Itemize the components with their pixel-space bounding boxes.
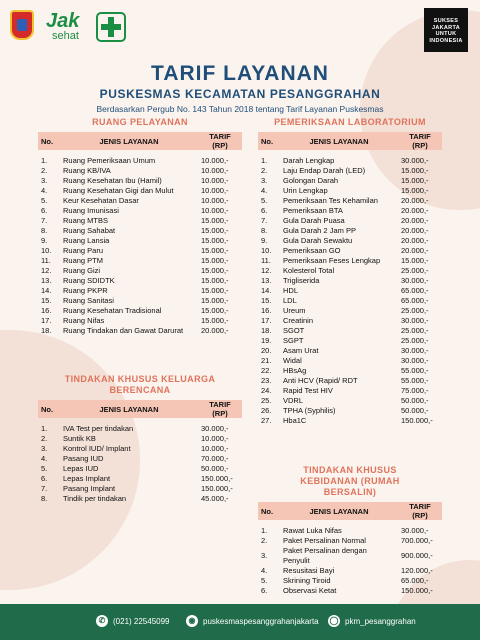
table-row bbox=[38, 196, 242, 206]
section-title: RUANG PELAYANAN bbox=[92, 117, 188, 127]
cell-no: 7. bbox=[41, 484, 48, 493]
table-row bbox=[38, 216, 242, 226]
table-row bbox=[38, 206, 242, 216]
table-row bbox=[258, 286, 442, 296]
cell-name: HDL bbox=[283, 286, 299, 295]
table-row bbox=[38, 484, 242, 494]
cell-no: 16. bbox=[261, 306, 272, 315]
cell-name: Urin Lengkap bbox=[283, 186, 328, 195]
col-name: JENIS LAYANAN bbox=[60, 132, 198, 150]
cell-name: Kontrol IUD/ Implant bbox=[63, 444, 131, 453]
cell-price: 10.000,- bbox=[201, 186, 229, 195]
cell-no: 4. bbox=[41, 186, 48, 195]
table-row bbox=[38, 316, 242, 326]
cell-price: 50.000,- bbox=[401, 406, 429, 415]
cell-price: 15.000,- bbox=[401, 176, 429, 185]
cell-name: VDRL bbox=[283, 396, 304, 405]
cell-no: 2. bbox=[261, 166, 268, 175]
col-no: No. bbox=[258, 502, 280, 520]
cell-price: 10.000,- bbox=[201, 206, 229, 215]
cell-no: 6. bbox=[261, 586, 268, 595]
table-header-row bbox=[38, 132, 242, 150]
cell-no: 3. bbox=[41, 176, 48, 185]
cell-price: 120.000,- bbox=[401, 566, 433, 575]
cell-no: 2. bbox=[41, 166, 48, 175]
table-row bbox=[38, 444, 242, 454]
cell-price: 150.000,- bbox=[401, 586, 433, 595]
section-kebidanan bbox=[258, 465, 442, 596]
cell-price: 15.000,- bbox=[401, 256, 429, 265]
cell-price: 55.000,- bbox=[401, 366, 429, 375]
phone-icon: ✆ bbox=[96, 615, 108, 627]
cell-no: 8. bbox=[41, 226, 48, 235]
jaksehat-logo-sub: sehat bbox=[52, 30, 79, 42]
table-row bbox=[258, 236, 442, 246]
cell-name: Pemeriksaan Tes Kehamilan bbox=[283, 196, 378, 205]
cell-price: 15.000,- bbox=[201, 236, 229, 245]
table-row bbox=[258, 176, 442, 186]
cell-price: 30.000,- bbox=[401, 316, 429, 325]
cell-no: 3. bbox=[261, 176, 268, 185]
jaksehat-logo: Jak bbox=[46, 10, 80, 32]
table-row bbox=[258, 316, 442, 326]
cell-price: 50.000,- bbox=[401, 396, 429, 405]
cell-no: 4. bbox=[261, 186, 268, 195]
cell-no: 10. bbox=[261, 246, 272, 255]
table-row bbox=[258, 326, 442, 336]
table-row bbox=[38, 246, 242, 256]
cell-no: 17. bbox=[41, 316, 52, 325]
section-title: TINDAKAN KHUSUS KELUARGA BERENCANA bbox=[64, 374, 216, 395]
cell-price: 20.000,- bbox=[401, 236, 429, 245]
table-row bbox=[38, 418, 242, 434]
table-row bbox=[258, 150, 442, 166]
col-no: No. bbox=[258, 132, 280, 150]
cell-no: 11. bbox=[261, 256, 271, 265]
table-row bbox=[38, 434, 242, 444]
cell-no: 18. bbox=[261, 326, 272, 335]
cell-name: Gula Darah 2 Jam PP bbox=[283, 226, 356, 235]
cell-name: Ruang Pemeriksaan Umum bbox=[63, 156, 156, 165]
cell-no: 6. bbox=[41, 206, 48, 215]
table-row bbox=[38, 494, 242, 504]
table-header-row bbox=[38, 400, 242, 418]
table-row bbox=[258, 196, 442, 206]
table-row bbox=[38, 296, 242, 306]
cell-name: Kolesterol Total bbox=[283, 266, 335, 275]
cell-no: 5. bbox=[41, 196, 48, 205]
section-title: TINDAKAN KHUSUS KEBIDANAN (RUMAH BERSALIN) bbox=[300, 465, 400, 497]
cell-name: Ruang Nifas bbox=[63, 316, 105, 325]
tariff-table bbox=[258, 132, 442, 426]
cell-name: Ruang Sanitasi bbox=[63, 296, 114, 305]
cell-name: Laju Endap Darah (LED) bbox=[283, 166, 366, 175]
cell-name: Ruang KB/IVA bbox=[63, 166, 111, 175]
sukses-jakarta-logo: SUKSES JAKARTA UNTUK INDONESIA bbox=[424, 8, 468, 52]
table-row bbox=[258, 256, 442, 266]
cell-name: Asam Urat bbox=[283, 346, 319, 355]
table-row bbox=[38, 166, 242, 176]
table-row bbox=[38, 236, 242, 246]
cell-no: 9. bbox=[41, 236, 48, 245]
table-row bbox=[38, 286, 242, 296]
table-row bbox=[258, 586, 442, 596]
instagram-icon: ◯ bbox=[329, 616, 339, 625]
table-row bbox=[258, 566, 442, 576]
cell-price: 900.000,- bbox=[401, 551, 433, 560]
cell-price: 20.000,- bbox=[401, 226, 429, 235]
table-row bbox=[258, 576, 442, 586]
cell-no: 4. bbox=[261, 566, 268, 575]
cell-price: 15.000,- bbox=[201, 216, 229, 225]
cell-name: Skrining Tiroid bbox=[283, 576, 331, 585]
cell-price: 65.000,- bbox=[401, 286, 429, 295]
regulation-basis: Berdasarkan Pergub No. 143 Tahun 2018 tentang Tarif Layanan Puskesmas bbox=[96, 104, 384, 114]
page-subtitle: PUSKESMAS KECAMATAN PESANGGRAHAN bbox=[99, 87, 381, 101]
table-row bbox=[258, 346, 442, 356]
cell-no: 9. bbox=[261, 236, 268, 245]
col-price: TARIF (RP) bbox=[198, 132, 242, 150]
cell-no: 21. bbox=[261, 356, 272, 365]
table-header-row bbox=[258, 502, 442, 520]
cell-no: 15. bbox=[41, 296, 52, 305]
cell-price: 15.000,- bbox=[401, 186, 429, 195]
table-row bbox=[38, 326, 242, 336]
cell-price: 30.000,- bbox=[201, 424, 229, 433]
cell-name: Pasang IUD bbox=[63, 454, 104, 463]
table-header-row bbox=[258, 132, 442, 150]
cell-name: Ruang MTBS bbox=[63, 216, 109, 225]
cell-no: 12. bbox=[41, 266, 52, 275]
cell-price: 25.000,- bbox=[401, 336, 429, 345]
cell-name: Lepas Implant bbox=[63, 474, 111, 483]
cell-name: Pasang Implant bbox=[63, 484, 116, 493]
cell-price: 20.000,- bbox=[401, 196, 429, 205]
globe-icon: ◉ bbox=[186, 615, 198, 627]
table-row bbox=[38, 186, 242, 196]
table-row bbox=[258, 376, 442, 386]
page-title: TARIF LAYANAN bbox=[151, 62, 329, 85]
col-price: TARIF (RP) bbox=[398, 502, 442, 520]
cell-price: 15.000,- bbox=[201, 256, 229, 265]
cell-no: 15. bbox=[261, 296, 272, 305]
cell-price: 65.000,- bbox=[401, 296, 429, 305]
col-no: No. bbox=[38, 400, 60, 418]
table-row bbox=[258, 266, 442, 276]
cell-price: 10.000,- bbox=[201, 176, 229, 185]
table-row bbox=[38, 464, 242, 474]
cell-price: 30.000,- bbox=[401, 276, 429, 285]
cell-price: 10.000,- bbox=[201, 196, 229, 205]
cell-no: 6. bbox=[41, 474, 48, 483]
cell-name: Rawat Luka Nifas bbox=[283, 526, 342, 535]
cell-name: Suntik KB bbox=[63, 434, 96, 443]
footer-social[interactable] bbox=[328, 615, 416, 627]
cell-name: Widal bbox=[283, 356, 302, 365]
title-block bbox=[0, 62, 480, 114]
cell-price: 30.000,- bbox=[401, 356, 429, 365]
table-row bbox=[38, 150, 242, 166]
cell-price: 700.000,- bbox=[401, 536, 433, 545]
cell-no: 22. bbox=[261, 366, 272, 375]
cell-name: Ruang Paru bbox=[63, 246, 104, 255]
footer-phone[interactable] bbox=[96, 615, 170, 627]
table-row bbox=[258, 186, 442, 196]
cell-no: 16. bbox=[41, 306, 52, 315]
section-ruang-pelayanan bbox=[38, 117, 242, 336]
cell-no: 4. bbox=[41, 454, 48, 463]
cell-price: 30.000,- bbox=[401, 156, 429, 165]
table-row bbox=[258, 386, 442, 396]
cell-name: Ruang Kesehatan Ibu (Hamil) bbox=[63, 176, 162, 185]
table-row bbox=[258, 296, 442, 306]
cell-name: Ruang Tindakan dan Gawat Darurat bbox=[63, 326, 184, 335]
cell-name: TPHA (Syphilis) bbox=[283, 406, 336, 415]
cell-no: 24. bbox=[261, 386, 272, 395]
cell-price: 15.000,- bbox=[401, 166, 429, 175]
cell-name: Resusitasi Bayi bbox=[283, 566, 335, 575]
tariff-table bbox=[258, 502, 442, 596]
cell-price: 20.000,- bbox=[201, 326, 229, 335]
cell-no: 8. bbox=[261, 226, 268, 235]
footer-website[interactable] bbox=[186, 615, 319, 627]
cell-name: Pemeriksaan GO bbox=[283, 246, 341, 255]
cell-no: 7. bbox=[261, 216, 268, 225]
cell-no: 13. bbox=[261, 276, 272, 285]
cell-no: 3. bbox=[41, 444, 48, 453]
cell-name: IVA Test per tindakan bbox=[63, 424, 134, 433]
table-row bbox=[38, 176, 242, 186]
cell-name: Ruang Gizi bbox=[63, 266, 101, 275]
social-handle: pkm_pesanggrahan bbox=[345, 616, 416, 626]
cell-name: Creatinin bbox=[283, 316, 314, 325]
cell-price: 15.000,- bbox=[201, 296, 229, 305]
cell-price: 15.000,- bbox=[201, 246, 229, 255]
cell-no: 12. bbox=[261, 266, 272, 275]
cell-price: 20.000,- bbox=[401, 206, 429, 215]
cell-no: 23. bbox=[261, 376, 272, 385]
cell-name: LDL bbox=[283, 296, 297, 305]
cell-no: 7. bbox=[41, 216, 48, 225]
cell-no: 2. bbox=[261, 536, 268, 545]
section-laboratorium bbox=[258, 117, 442, 426]
table-row bbox=[258, 246, 442, 256]
cell-no: 5. bbox=[41, 464, 48, 473]
cell-price: 55.000,- bbox=[401, 376, 429, 385]
cell-no: 14. bbox=[41, 286, 52, 295]
cell-price: 20.000,- bbox=[401, 216, 429, 225]
table-row bbox=[38, 256, 242, 266]
section-title: PEMERIKSAAN LABORATORIUM bbox=[274, 117, 426, 127]
section-keluarga-berencana bbox=[38, 374, 242, 504]
cell-name: Gula Darah Puasa bbox=[283, 216, 345, 225]
cell-no: 1. bbox=[41, 156, 48, 165]
table-row bbox=[38, 266, 242, 276]
cell-name: SGPT bbox=[283, 336, 304, 345]
tariff-table bbox=[38, 400, 242, 504]
cell-name: Golongan Darah bbox=[283, 176, 339, 185]
table-row bbox=[38, 474, 242, 484]
cell-name: SGOT bbox=[283, 326, 305, 335]
cell-price: 50.000,- bbox=[201, 464, 229, 473]
cell-price: 10.000,- bbox=[201, 444, 229, 453]
cell-no: 1. bbox=[261, 526, 268, 535]
cell-no: 1. bbox=[261, 156, 268, 165]
cell-name: Tindik per tindakan bbox=[63, 494, 127, 503]
table-row bbox=[258, 306, 442, 316]
cell-price: 10.000,- bbox=[201, 434, 229, 443]
cell-price: 150.000,- bbox=[401, 416, 433, 425]
cell-price: 15.000,- bbox=[201, 286, 229, 295]
table-row bbox=[258, 206, 442, 216]
cell-name: Ruang Imunisasi bbox=[63, 206, 119, 215]
cell-name: Keur Kesehatan Dasar bbox=[63, 196, 139, 205]
cell-name: Paket Persalinan Normal bbox=[283, 536, 366, 545]
health-cross-icon bbox=[96, 12, 126, 42]
header-logos bbox=[0, 0, 480, 56]
cell-no: 11. bbox=[41, 256, 51, 265]
table-row bbox=[258, 336, 442, 346]
cell-price: 25.000,- bbox=[401, 326, 429, 335]
table-row bbox=[258, 216, 442, 226]
col-name: JENIS LAYANAN bbox=[280, 502, 398, 520]
table-row bbox=[258, 276, 442, 286]
cell-name: Ruang Sahabat bbox=[63, 226, 116, 235]
cell-no: 14. bbox=[261, 286, 272, 295]
table-row bbox=[38, 454, 242, 464]
table-row bbox=[258, 356, 442, 366]
cell-price: 15.000,- bbox=[201, 226, 229, 235]
cell-name: Ruang Kesehatan Tradisional bbox=[63, 306, 162, 315]
cell-no: 18. bbox=[41, 326, 52, 335]
col-price: TARIF (RP) bbox=[398, 132, 442, 150]
cell-no: 1. bbox=[41, 424, 48, 433]
cell-no: 5. bbox=[261, 196, 268, 205]
cell-price: 65.000,- bbox=[401, 576, 429, 585]
cell-name: Trigliserida bbox=[283, 276, 320, 285]
table-row bbox=[38, 226, 242, 236]
cell-name: Rapid Test HIV bbox=[283, 386, 333, 395]
cell-price: 30.000,- bbox=[401, 346, 429, 355]
cell-price: 150.000,- bbox=[201, 484, 233, 493]
cell-price: 20.000,- bbox=[401, 246, 429, 255]
cell-price: 150.000,- bbox=[201, 474, 233, 483]
table-row bbox=[258, 226, 442, 236]
table-row bbox=[258, 416, 442, 426]
website-text: puskesmaspesanggrahanjakarta bbox=[203, 616, 319, 626]
cell-name: Gula Darah Sewaktu bbox=[283, 236, 353, 245]
cell-price: 45.000,- bbox=[201, 494, 229, 503]
cell-name: Pemeriksaan BTA bbox=[283, 206, 343, 215]
cell-price: 15.000,- bbox=[201, 316, 229, 325]
jakarta-emblem-icon bbox=[10, 10, 34, 40]
cell-no: 2. bbox=[41, 434, 48, 443]
cell-no: 5. bbox=[261, 576, 268, 585]
cell-no: 25. bbox=[261, 396, 272, 405]
cell-no: 13. bbox=[41, 276, 52, 285]
cell-name: HBsAg bbox=[283, 366, 307, 375]
cell-name: Ureum bbox=[283, 306, 306, 315]
table-row bbox=[258, 396, 442, 406]
cell-price: 30.000,- bbox=[401, 526, 429, 535]
cell-price: 10.000,- bbox=[201, 166, 229, 175]
cell-price: 25.000,- bbox=[401, 266, 429, 275]
cell-price: 15.000,- bbox=[201, 266, 229, 275]
cell-no: 27. bbox=[261, 416, 272, 425]
cell-price: 75.000,- bbox=[401, 386, 429, 395]
cell-name: Hba1C bbox=[283, 416, 307, 425]
table-row bbox=[258, 406, 442, 416]
table-row bbox=[258, 546, 442, 566]
cell-name: Lepas IUD bbox=[63, 464, 99, 473]
col-name: JENIS LAYANAN bbox=[60, 400, 198, 418]
table-row bbox=[258, 520, 442, 536]
table-row bbox=[258, 166, 442, 176]
cell-name: Paket Persalinan dengan Penyulit bbox=[283, 546, 367, 565]
tariff-table bbox=[38, 132, 242, 336]
cell-no: 17. bbox=[261, 316, 272, 325]
table-row bbox=[258, 366, 442, 376]
cell-no: 6. bbox=[261, 206, 268, 215]
cell-name: Ruang PTM bbox=[63, 256, 104, 265]
cell-price: 15.000,- bbox=[201, 306, 229, 315]
cell-no: 8. bbox=[41, 494, 48, 503]
cell-price: 70.000,- bbox=[201, 454, 229, 463]
cell-name: Ruang Kesehatan Gigi dan Mulut bbox=[63, 186, 174, 195]
cell-name: Ruang Lansia bbox=[63, 236, 110, 245]
phone-number: (021) 22545099 bbox=[113, 616, 170, 626]
cell-name: Ruang PKPR bbox=[63, 286, 108, 295]
table-row bbox=[38, 276, 242, 286]
cell-name: Observasi Ketat bbox=[283, 586, 337, 595]
contact-footer bbox=[0, 604, 480, 640]
cell-price: 15.000,- bbox=[201, 276, 229, 285]
cell-name: Pemeriksaan Feses Lengkap bbox=[283, 256, 381, 265]
cell-no: 10. bbox=[41, 246, 52, 255]
col-price: TARIF (RP) bbox=[198, 400, 242, 418]
cell-name: Anti HCV (Rapid/ RDT bbox=[283, 376, 358, 385]
table-row bbox=[258, 536, 442, 546]
cell-no: 26. bbox=[261, 406, 272, 415]
col-no: No. bbox=[38, 132, 60, 150]
cell-price: 25.000,- bbox=[401, 306, 429, 315]
cell-no: 19. bbox=[261, 336, 272, 345]
cell-no: 3. bbox=[261, 551, 268, 560]
col-name: JENIS LAYANAN bbox=[280, 132, 398, 150]
cell-price: 10.000,- bbox=[201, 156, 229, 165]
cell-no: 20. bbox=[261, 346, 272, 355]
table-row bbox=[38, 306, 242, 316]
cell-name: Ruang SDIDTK bbox=[63, 276, 115, 285]
cell-name: Darah Lengkap bbox=[283, 156, 335, 165]
